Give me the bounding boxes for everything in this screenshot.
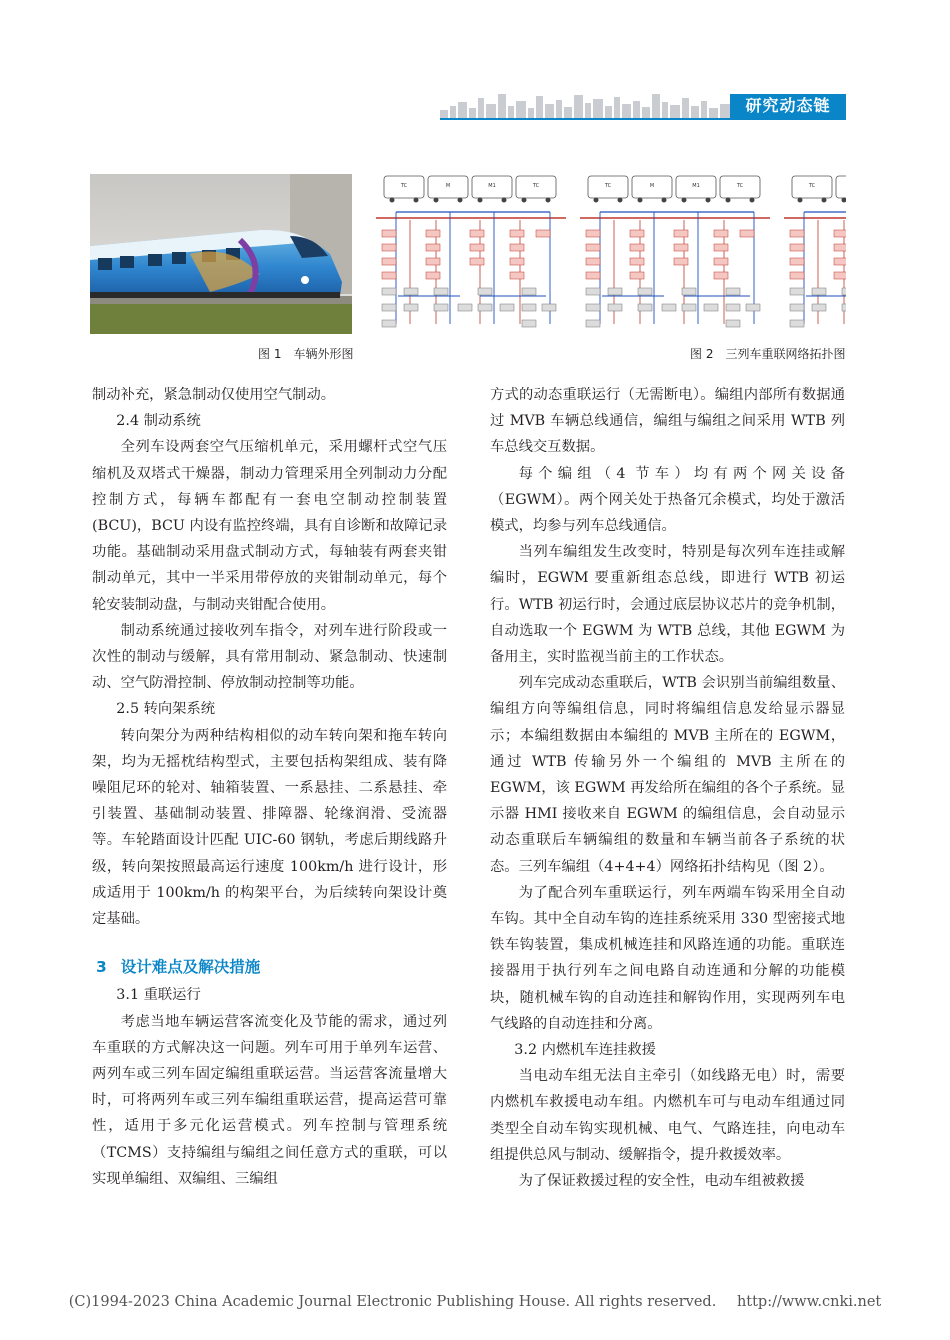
skyline-decoration — [440, 92, 730, 118]
paragraph: 方式的动态重联运行（无需断电）。编组内部所有数据通过 MVB 车辆总线通信，编组与编组之间采用 WTB 列车总线交互数据。 — [490, 387, 845, 456]
left-column — [92, 382, 447, 1192]
car-label: TC — [532, 183, 540, 189]
car-label: M — [445, 183, 451, 189]
figure-1-caption: 图 1 车辆外形图 — [258, 347, 354, 361]
train-photo — [90, 174, 352, 334]
copyright-text: (C)1994-2023 China Academic Journal Electronic Publishing House. All rights reserved. — [68, 1294, 717, 1310]
paragraph: 每个编组（4 节车）均有两个网关设备（EGWM）。两个网关处于热备冗余模式，均处于激活模式，均参与列车总线通信。 — [490, 465, 845, 535]
section-heading-3 — [92, 954, 447, 980]
paragraph: 全列车设两套空气压缩机单元，采用螺杆式空气压缩机及双塔式干燥器，制动力管理采用全列制动力分配控制方式，每辆车都配有一套电空制动控制装置 (BCU)，BCU 内设有监控终端，具有自诊断和故障记录功能。基础制动采用盘式制动方式，每轴装有两套夹钳制动单元，其中一半采用带停放的夹钳制动单元，每个轮安装制动盘，与制动夹钳配合使用。 — [92, 439, 447, 613]
paragraph: 为了保证救援过程的安全性，电动车组被救援 — [518, 1173, 805, 1190]
header-rule — [440, 118, 846, 120]
paragraph: 制动系统通过接收列车指令，对列车进行阶段或一次性的制动与缓解，具有常用制动、紧急制动、快速制动、空气防滑控制、停放制动控制等功能。 — [92, 622, 447, 692]
car-label: M1 — [488, 183, 496, 189]
car-label: TC — [400, 183, 408, 189]
paragraph: 为了配合列车重联运行，列车两端车钩采用全自动车钩。其中全自动车钩的连挂系统采用 330 型密接式地铁车钩装置，集成机械连挂和风路连通的功能。重联连接器用于执行列车之间电路自动连通和分解的功能模块，随机械车钩的自动连挂和解钩作用，实现两列车电气线路的自动连挂和分离。 — [490, 884, 845, 1032]
column-tag: 研究动态链 — [730, 94, 846, 118]
subsection-heading-3-1: 3.1 重联运行 — [116, 987, 201, 1004]
paragraph: 转向架分为两种结构相似的动车转向架和拖车转向架，均为无摇枕结构型式，主要包括构架组成、装有降噪阻尼环的轮对、轴箱装置、一系悬挂、二系悬挂、牵引装置、基础制动装置、排障器、轮缘润滑、受流器等。车轮踏面设计匹配 UIC-60 钢轨，考虑后期线路升级，转向架按照最高运行速度 100km/h 进行设计，形成适用于 100km/h 的构架平台，为后续转向架设计奠定基础。 — [92, 727, 447, 928]
figure-2-caption: 图 2 三列车重联网络拓扑图 — [690, 347, 846, 361]
paragraph: 列车完成动态重联后，WTB 会识别当前编组数量、编组方向等编组信息，同时将编组信息发给显示器显示；本编组数据由本编组的 MVB 主所在的 EGWM，通过 WTB 传输另外一个编组的 MVB 主所在的 EGWM，该 EGWM 再发给所在编组的各个子系统。显示器 HMI 接收来自 EGWM 的编组信息，会自动显示动态重联后车辆编组的数量和车辆当前各子系统的状态。三列车编组（4+4+4）网络拓扑结构见（图 2）。 — [490, 675, 845, 875]
train-unit-diagram — [376, 176, 566, 327]
right-column — [490, 382, 845, 1194]
network-topology-diagram — [370, 174, 846, 334]
section-number: 3 — [96, 958, 107, 977]
subsection-heading-2-4: 2.4 制动系统 — [116, 413, 201, 430]
subsection-heading-3-2: 3.2 内燃机车连挂救援 — [514, 1042, 656, 1059]
subsection-heading-2-5: 2.5 转向架系统 — [116, 701, 216, 718]
cnki-link[interactable]: http://www.cnki.net — [736, 1294, 882, 1310]
paragraph: 当电动车组无法自主牵引（如线路无电）时，需要内燃机车救援电动车组。内燃机车可与电动车组通过同类型全自动车钩实现机械、电气、气路连挂，向电动车组提供总风与制动、缓解指令，提升救援效率。 — [490, 1068, 845, 1163]
paragraph: 当列车编组发生改变时，特别是每次列车连挂或解编时，EGWM 要重新组态总线，即进行 WTB 初运行。WTB 初运行时，会通过底层协议芯片的竞争机制，自动选取一个 EGWM 为 WTB 总线，其他 EGWM 为备用主，实时监视当前主的工作状态。 — [490, 544, 845, 666]
copyright-footer — [0, 1294, 950, 1310]
paragraph: 制动补充，紧急制动仅使用空气制动。 — [92, 387, 336, 403]
paragraph: 考虑当地车辆运营客流变化及节能的需求，通过列车重联的方式解决这一问题。列车可用于单列车运营、两列车或三列车固定编组重联运营。当运营客流量增大时，可将两列车或三列车编组重联运营，提高运营可靠性，适用于多元化运营模式。列车控制与管理系统（TCMS）支持编组与编组之间任意方式的重联，可以实现单编组、双编组、三编组 — [92, 1013, 447, 1187]
section-title: 设计难点及解决措施 — [120, 958, 261, 977]
